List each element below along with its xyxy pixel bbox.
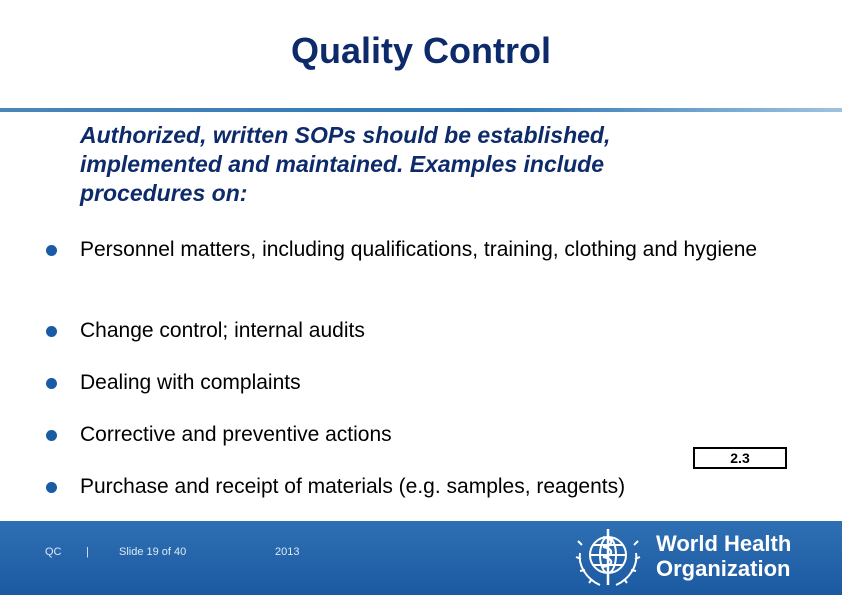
bullet-text: Personnel matters, including qualifications, training, clothing and hygiene bbox=[80, 238, 758, 261]
bullet-icon bbox=[46, 430, 57, 441]
footer-separator: | bbox=[86, 546, 89, 558]
org-name bbox=[656, 531, 791, 581]
bullet-item bbox=[80, 368, 780, 398]
bullet-text: Change control; internal audits bbox=[80, 319, 365, 342]
bullet-icon bbox=[46, 378, 57, 389]
slide-number: Slide 19 of 40 bbox=[119, 546, 187, 558]
intro-text: Authorized, written SOPs should be established, implemented and maintained. Examples include procedures on: bbox=[80, 122, 611, 206]
title-divider bbox=[0, 108, 842, 112]
bullet-item bbox=[80, 420, 780, 450]
bullet-text: Dealing with complaints bbox=[80, 371, 301, 394]
footer-section: QC bbox=[45, 546, 62, 558]
bullet-item bbox=[80, 472, 780, 502]
section-badge: 2.3 bbox=[693, 447, 787, 469]
bullet-icon bbox=[46, 326, 57, 337]
bullet-text: Corrective and preventive actions bbox=[80, 423, 392, 446]
bullet-item bbox=[80, 316, 780, 346]
who-emblem-icon bbox=[572, 523, 644, 591]
org-name-line1: World Health bbox=[656, 531, 792, 556]
bullet-text: Purchase and receipt of materials (e.g. samples, reagents) bbox=[80, 475, 626, 498]
bullet-item bbox=[80, 235, 780, 265]
org-name-line2: Organization bbox=[656, 556, 791, 581]
bullet-icon bbox=[46, 482, 57, 493]
footer-year: 2013 bbox=[275, 546, 300, 558]
slide-title: Quality Control bbox=[291, 30, 551, 71]
bullet-icon bbox=[46, 245, 57, 256]
